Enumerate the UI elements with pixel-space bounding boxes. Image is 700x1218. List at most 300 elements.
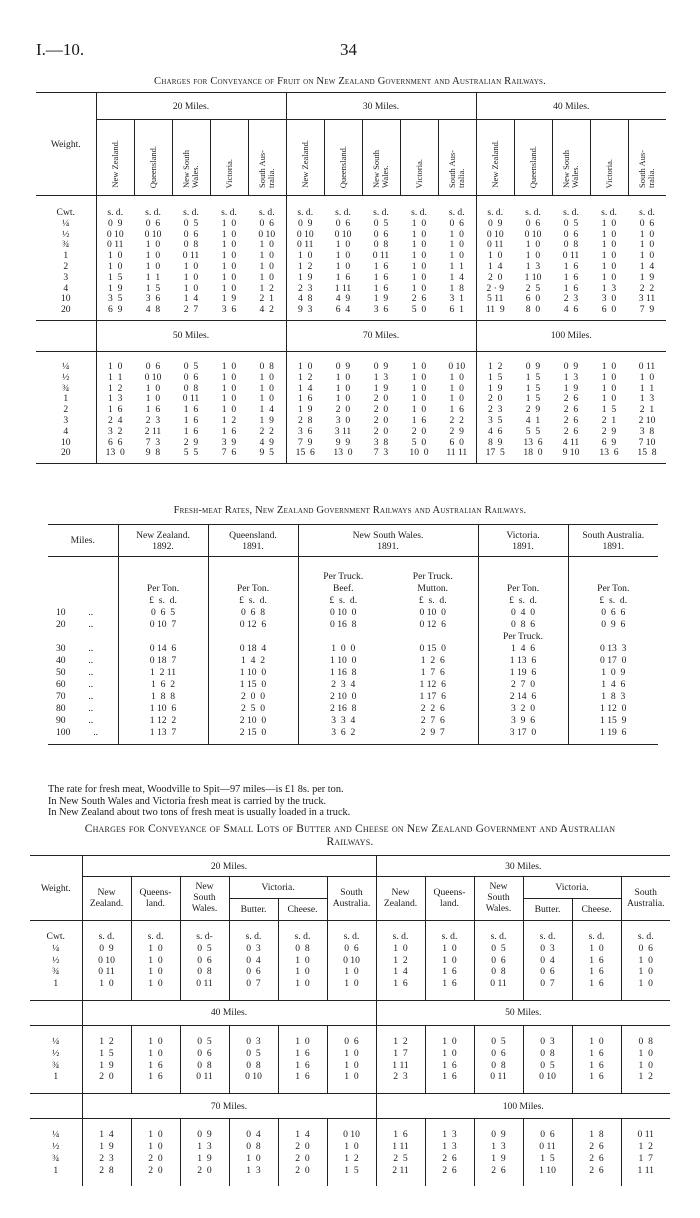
unit-label: Per Ton. £ s. d. xyxy=(506,582,540,606)
rate-value: 1 0 xyxy=(601,260,617,272)
rate-values: 0 8 1 0 1 0 1 2 xyxy=(638,1035,653,1083)
rate-column xyxy=(180,921,229,1001)
table-row xyxy=(36,351,666,463)
rate-column xyxy=(552,351,590,463)
rate-column xyxy=(286,196,324,321)
rate-value: 1 1 xyxy=(145,271,161,283)
rate-value: 1 5 xyxy=(525,382,541,394)
rate-value: 1 0 xyxy=(449,393,464,405)
rate-value: 1 3 xyxy=(601,282,617,294)
rate-value: 7 3 xyxy=(373,447,389,459)
rate-value: 1 9 xyxy=(259,414,274,426)
rate-value: 1 4 2 xyxy=(241,654,265,666)
rate-values: s. d. 0 6 0 10 1 0 1 0 xyxy=(343,931,360,990)
rate-value: 1 3 xyxy=(563,371,579,383)
rate-value: 3 3 4 xyxy=(331,714,356,726)
rate-column xyxy=(476,196,514,321)
rate-value: 2 6 xyxy=(411,293,427,305)
rate-column xyxy=(278,921,327,1001)
rate-value: 1 1 xyxy=(639,382,655,394)
unit-header xyxy=(208,557,298,607)
rate-value: 1 5 xyxy=(601,404,617,416)
rate-value: 1 4 xyxy=(449,271,464,283)
rate-value: 2 14 6 xyxy=(509,690,537,702)
rate-value: 0 9 6 xyxy=(601,618,626,630)
rate-value: 11 11 xyxy=(446,447,468,459)
table-row xyxy=(30,1119,670,1187)
rate-value: 2 9 xyxy=(525,404,541,416)
rate-value: 1 7 6 xyxy=(420,666,445,678)
rate-value: 1 6 xyxy=(335,271,351,283)
rate-value: 1 16 8 xyxy=(330,666,357,678)
rate-value: s. d. xyxy=(487,207,504,218)
miles-value: 80 xyxy=(56,702,66,714)
rate-value: 1 3 xyxy=(373,371,389,383)
rate-column xyxy=(590,196,628,321)
rate-cell xyxy=(478,666,568,678)
unit-header xyxy=(118,557,208,607)
col-year: 1891. xyxy=(377,540,399,552)
rate-value: 1 6 xyxy=(183,404,199,416)
rate-value: 1 3 xyxy=(525,260,541,272)
rate-value: 2 3 4 xyxy=(331,678,356,690)
rate-column xyxy=(474,921,523,1001)
rate-value: 2 2 xyxy=(449,414,464,426)
rate-value: 1 0 xyxy=(221,360,237,372)
rate-values: s. d. 0 3 0 4 0 6 0 7 xyxy=(245,931,262,990)
rate-value: 3 8 xyxy=(373,436,389,448)
rate-value: 1 5 xyxy=(145,282,161,294)
rate-values: 0 3 0 5 0 8 0 10 xyxy=(245,1035,262,1083)
rate-values: s. d. 0 8 1 0 1 0 1 0 xyxy=(294,931,311,990)
rate-value: 0 11 xyxy=(562,250,580,262)
fruit-table xyxy=(36,92,666,465)
rate-value: 1 19 6 xyxy=(600,726,627,738)
rate-column xyxy=(376,1119,425,1187)
rate-value: 0 6 xyxy=(639,217,655,229)
table-row xyxy=(48,690,658,702)
rate-column xyxy=(400,351,438,463)
colony-header xyxy=(96,120,134,196)
rate-value: 4 1 xyxy=(525,414,541,426)
rate-value: 1 13 6 xyxy=(509,654,537,666)
rate-value: 1 0 xyxy=(221,404,237,416)
rate-value: 8 9 xyxy=(488,436,503,448)
rate-value: 0 6 5 xyxy=(151,606,175,618)
rate-values: 1 0 1 0 1 6 1 6 xyxy=(442,1035,457,1083)
colony-header xyxy=(400,120,438,196)
rate-value: 18 0 xyxy=(523,447,543,459)
rate-value: 2 3 xyxy=(488,404,503,416)
rate-value: 9 9 xyxy=(335,436,351,448)
weight-values: ¼ ½ ¾ 1 xyxy=(52,1035,60,1083)
colony-name: New South Wales. xyxy=(561,149,580,188)
rate-value: 1 1 xyxy=(108,371,123,383)
rate-value: 0 10 xyxy=(448,360,466,372)
rate-value: 0 10 xyxy=(296,228,314,240)
unit-label: Per Ton. £ s. d. xyxy=(146,582,180,606)
colony-header xyxy=(628,120,666,196)
rate-column xyxy=(172,351,210,463)
rate-value: 1 8 xyxy=(449,282,464,294)
weight-value: 1 xyxy=(63,393,69,405)
rate-column xyxy=(474,1119,523,1187)
leader-dots: .. xyxy=(83,666,94,678)
weight-column xyxy=(36,196,96,321)
rate-value: 1 0 xyxy=(183,260,199,272)
rate-column xyxy=(362,351,400,463)
group-header: 30 Miles. xyxy=(376,856,670,877)
rate-value: 1 0 xyxy=(601,239,617,251)
rate-value: 1 0 xyxy=(601,228,617,240)
rate-value: 3 9 xyxy=(221,436,237,448)
rate-value: 2 9 xyxy=(601,425,617,437)
table-row xyxy=(48,666,658,678)
rate-value: 2 3 xyxy=(563,293,579,305)
rate-value: 1 0 xyxy=(601,393,617,405)
rate-value: 1 0 xyxy=(411,371,427,383)
rate-column xyxy=(621,921,670,1001)
rate-value: 1 0 xyxy=(601,371,617,383)
rate-cell xyxy=(388,618,478,630)
rate-column xyxy=(425,1025,474,1093)
rate-value: 0 9 xyxy=(373,360,389,372)
rate-value: 1 9 xyxy=(563,382,579,394)
rate-value: 2 6 xyxy=(563,404,579,416)
rate-value: 4 2 xyxy=(259,304,274,316)
weight-value: 20 xyxy=(60,304,71,316)
rate-value: 9 8 xyxy=(145,447,161,459)
table-row xyxy=(48,702,658,714)
rate-value: 6 1 xyxy=(449,304,464,316)
rate-value: 1 6 xyxy=(373,282,389,294)
rate-column xyxy=(572,1119,621,1187)
rate-value: 1 2 xyxy=(108,382,123,394)
rate-value: 1 0 xyxy=(601,217,617,229)
leader-dots: .. xyxy=(83,654,94,666)
rate-value: s. d. xyxy=(145,207,161,218)
rate-value: 1 0 xyxy=(221,217,237,229)
rate-value: 1 4 xyxy=(183,293,199,305)
unit-header xyxy=(568,557,658,607)
rate-value: 7 9 xyxy=(639,304,655,316)
rate-value: 1 0 xyxy=(335,250,351,262)
rate-value: 1 10 0 xyxy=(239,666,267,678)
weight-value: 1 xyxy=(63,250,69,262)
rate-value: 1 0 xyxy=(335,393,351,405)
col-head-qld: Queens- land. xyxy=(131,877,180,921)
rate-value: 13 6 xyxy=(599,447,619,459)
rate-cell xyxy=(568,714,658,726)
rate-column xyxy=(324,351,362,463)
rate-value: 1 0 xyxy=(335,382,351,394)
unit-header-row xyxy=(48,557,658,607)
rate-value: 0 9 xyxy=(563,360,579,372)
rate-value: 2 8 xyxy=(298,414,313,426)
rate-value: s. d. xyxy=(639,207,655,218)
rate-column xyxy=(376,921,425,1001)
rate-cell xyxy=(118,702,208,714)
rate-cell xyxy=(478,654,568,666)
rate-value: 0 9 xyxy=(335,360,351,372)
rate-values: 1 0 1 0 2 0 2 0 xyxy=(148,1129,163,1176)
rate-value: 0 11 xyxy=(182,250,200,262)
leader-dots: .. xyxy=(83,714,94,726)
leader-dots: .. xyxy=(83,606,94,618)
rate-value: 0 6 xyxy=(145,217,161,229)
weight-value: ¼ xyxy=(62,360,70,372)
rate-value: 1 0 xyxy=(145,239,161,251)
rate-value: 1 4 xyxy=(488,260,503,272)
rate-value: s. d. xyxy=(411,207,427,218)
col-head-cheese: Cheese. xyxy=(278,899,327,921)
col-head-nz: New Zealand. xyxy=(376,877,425,921)
col-year: 1892. xyxy=(152,540,174,552)
rate-value: 5 0 xyxy=(411,304,427,316)
rate-column xyxy=(425,1119,474,1187)
colony-header xyxy=(438,120,476,196)
rate-value: 1 11 xyxy=(334,282,352,294)
rate-value: 0 10 0 xyxy=(330,606,357,618)
rate-value: 6 6 xyxy=(108,436,123,448)
weight-value: 2 xyxy=(63,260,69,272)
rate-value: 2 0 xyxy=(335,404,351,416)
rate-column xyxy=(572,921,621,1001)
col-head-butter: Butter. xyxy=(229,899,278,921)
rate-value: 1 9 xyxy=(639,271,655,283)
rate-value: 6 9 xyxy=(601,436,617,448)
rate-value: 1 9 xyxy=(298,404,313,416)
rate-value: 1 9 xyxy=(373,293,389,305)
rate-cell xyxy=(298,666,388,678)
meat-table-title: Fresh-meat Rates, New Zealand Government Railways and Australian Railways. xyxy=(173,505,527,516)
rate-column xyxy=(229,1025,278,1093)
rate-value: 1 0 xyxy=(183,271,199,283)
colony-header xyxy=(210,120,248,196)
leader-dots: .. xyxy=(83,690,94,702)
miles-value: 40 xyxy=(56,654,66,666)
col-year: 1891. xyxy=(512,540,534,552)
rate-value: 2 3 xyxy=(298,282,313,294)
rate-value: 0 6 xyxy=(259,217,274,229)
colony-name: New South Wales. xyxy=(371,149,390,188)
rate-cell xyxy=(118,642,208,654)
rate-cell xyxy=(388,606,478,618)
rate-value: 1 0 xyxy=(108,360,123,372)
rate-column xyxy=(572,1025,621,1093)
rate-column xyxy=(438,196,476,321)
rate-value: 4 6 xyxy=(488,425,503,437)
rate-value: 0 4 0 xyxy=(511,606,535,618)
rate-value: 1 6 xyxy=(221,425,237,437)
rate-value: 1 19 6 xyxy=(509,666,537,678)
rate-value: 1 0 xyxy=(411,217,427,229)
note-line: In New Zealand about two tons of fresh meat is usually loaded in a truck. xyxy=(48,807,351,818)
rate-cell xyxy=(478,642,568,654)
rate-column xyxy=(438,351,476,463)
rate-cell xyxy=(568,726,658,738)
col-name: Queensland. xyxy=(229,529,277,541)
miles-cell xyxy=(48,726,118,738)
meat-table xyxy=(48,524,658,746)
rate-value: 1 0 xyxy=(335,371,351,383)
rate-values: 1 0 1 6 1 6 1 6 xyxy=(295,1035,310,1083)
rate-value: 2 0 xyxy=(488,393,503,405)
rate-value: 0 6 xyxy=(373,228,389,240)
rate-value: 5 5 xyxy=(525,425,541,437)
rate-value: 3 6 xyxy=(298,425,313,437)
rate-value: 0 12 6 xyxy=(419,618,446,630)
colony-header xyxy=(324,120,362,196)
rate-value: 0 5 xyxy=(183,217,199,229)
rate-cell xyxy=(388,642,478,654)
rate-value: 1 9 xyxy=(298,271,313,283)
colony-header xyxy=(172,120,210,196)
rate-value: 1 3 xyxy=(108,393,123,405)
rate-value: 0 11 xyxy=(297,239,314,251)
weight-value: ¾ xyxy=(62,382,70,394)
group-row xyxy=(30,1000,670,1025)
rate-column xyxy=(376,1025,425,1093)
rate-value: 0 11 xyxy=(182,393,200,405)
rate-column xyxy=(210,351,248,463)
page-number: 34 xyxy=(340,40,357,59)
rate-value: 1 0 xyxy=(449,250,464,262)
rate-column xyxy=(514,351,552,463)
rate-value: 2 5 xyxy=(525,282,541,294)
rate-value: 2 0 xyxy=(373,393,389,405)
rate-value: 2 10 0 xyxy=(239,714,267,726)
miles-cell xyxy=(48,678,118,690)
rate-cell xyxy=(478,714,568,726)
rate-value: 4 6 xyxy=(563,304,579,316)
miles-value: 70 xyxy=(56,690,66,702)
rate-value: 5 5 xyxy=(183,447,199,459)
colony-name: Queensland. xyxy=(527,145,538,188)
col-head-cheese: Cheese. xyxy=(572,899,621,921)
rate-value: 1 0 xyxy=(601,382,617,394)
miles-cell xyxy=(48,714,118,726)
rate-cell xyxy=(478,606,568,618)
rate-value: 4 9 xyxy=(335,293,351,305)
rate-value: 0 6 xyxy=(525,217,541,229)
rate-value: 0 18 4 xyxy=(239,642,267,654)
weight-column xyxy=(30,921,82,1001)
rate-cell xyxy=(568,678,658,690)
rate-value: 0 5 xyxy=(563,217,579,229)
rate-value: 3 6 xyxy=(221,304,237,316)
col-name: South Australia. xyxy=(582,529,645,541)
rate-value: 2 15 0 xyxy=(239,726,267,738)
rate-value: 1 9 xyxy=(221,293,237,305)
miles-value: 100 xyxy=(56,726,71,738)
table-row xyxy=(48,678,658,690)
rate-value: 4 8 xyxy=(298,293,313,305)
rate-value: 1 0 xyxy=(259,393,274,405)
rate-cell xyxy=(568,666,658,678)
rate-value: 1 8 3 xyxy=(601,690,626,702)
col-head-qld: Queens- land. xyxy=(425,877,474,921)
colony-header xyxy=(134,120,172,196)
group-header: 70 Miles. xyxy=(286,320,476,351)
rate-value: 1 5 xyxy=(108,271,123,283)
rate-cell xyxy=(208,726,298,738)
rate-values: 1 2 1 7 1 11 2 3 xyxy=(392,1035,409,1083)
rate-value: 10 0 xyxy=(409,447,429,459)
rate-value: 0 6 xyxy=(183,371,199,383)
rate-cell xyxy=(388,726,478,738)
rate-value: 1 4 6 xyxy=(511,642,535,654)
rate-value: 1 0 xyxy=(183,282,199,294)
miles-cell xyxy=(48,666,118,678)
rate-cell xyxy=(118,666,208,678)
document-code: I.—10. xyxy=(36,40,85,59)
rate-value: 1 0 xyxy=(108,250,123,262)
rate-column xyxy=(82,921,131,1001)
rate-column xyxy=(248,351,286,463)
unit-label: Per Ton. £ s. d. xyxy=(597,582,630,606)
weight-header: Weight. xyxy=(36,93,96,196)
rate-value: 1 6 xyxy=(108,404,123,416)
group-header: 20 Miles. xyxy=(82,856,376,877)
weight-value: 20 xyxy=(60,447,71,459)
rate-value: s. d. xyxy=(601,207,617,218)
rate-value: 1 0 xyxy=(639,371,655,383)
rate-value: s. d. xyxy=(258,207,275,218)
col-head-nsw: New South Wales. xyxy=(180,877,229,921)
rate-value: 7 10 xyxy=(638,436,656,448)
rate-value: 1 0 xyxy=(411,382,427,394)
rate-cell xyxy=(568,690,658,702)
rate-value: 1 6 xyxy=(373,260,389,272)
rate-value: 2 7 xyxy=(183,304,199,316)
colony-name: South Aus- tralia. xyxy=(257,149,276,188)
colony-header xyxy=(362,120,400,196)
miles-cell xyxy=(48,702,118,714)
rate-column xyxy=(210,196,248,321)
rate-value: 0 11 xyxy=(107,239,124,251)
rate-values: 1 2 1 5 1 9 2 0 xyxy=(99,1035,114,1083)
rate-value: 13 0 xyxy=(105,447,125,459)
unit-label: Per Ton. £ s. d. xyxy=(236,582,270,606)
rate-cell xyxy=(568,654,658,666)
weight-value: ¼ xyxy=(62,217,70,229)
rate-values: s. d. 1 0 1 0 1 6 1 6 xyxy=(441,931,458,990)
rate-value: 1 6 xyxy=(411,414,427,426)
rate-value: 1 0 xyxy=(259,239,274,251)
rate-cell xyxy=(478,678,568,690)
table-row xyxy=(30,1025,670,1093)
rate-values: 1 4 2 0 2 0 2 0 xyxy=(295,1129,310,1176)
leader-dots: .. xyxy=(83,618,94,630)
rate-cell xyxy=(298,618,388,630)
miles-value: 50 xyxy=(56,666,66,678)
table-row xyxy=(48,654,658,666)
rate-cell xyxy=(208,618,298,630)
unit-header xyxy=(388,557,478,607)
group-header: 50 Miles. xyxy=(96,320,286,351)
rate-value: 0 13 3 xyxy=(600,642,627,654)
rate-value: 0 14 6 xyxy=(149,642,177,654)
rate-value: 5 11 xyxy=(487,293,504,305)
rate-value: 1 0 xyxy=(449,371,464,383)
rate-value: 2 10 0 xyxy=(330,690,357,702)
colony-name: Victoria. xyxy=(223,158,234,188)
rate-value: 0 8 xyxy=(259,360,274,372)
miles-value: 30 xyxy=(56,642,66,654)
weight-value: ½ xyxy=(62,228,70,240)
rate-value: 0 6 xyxy=(335,217,351,229)
